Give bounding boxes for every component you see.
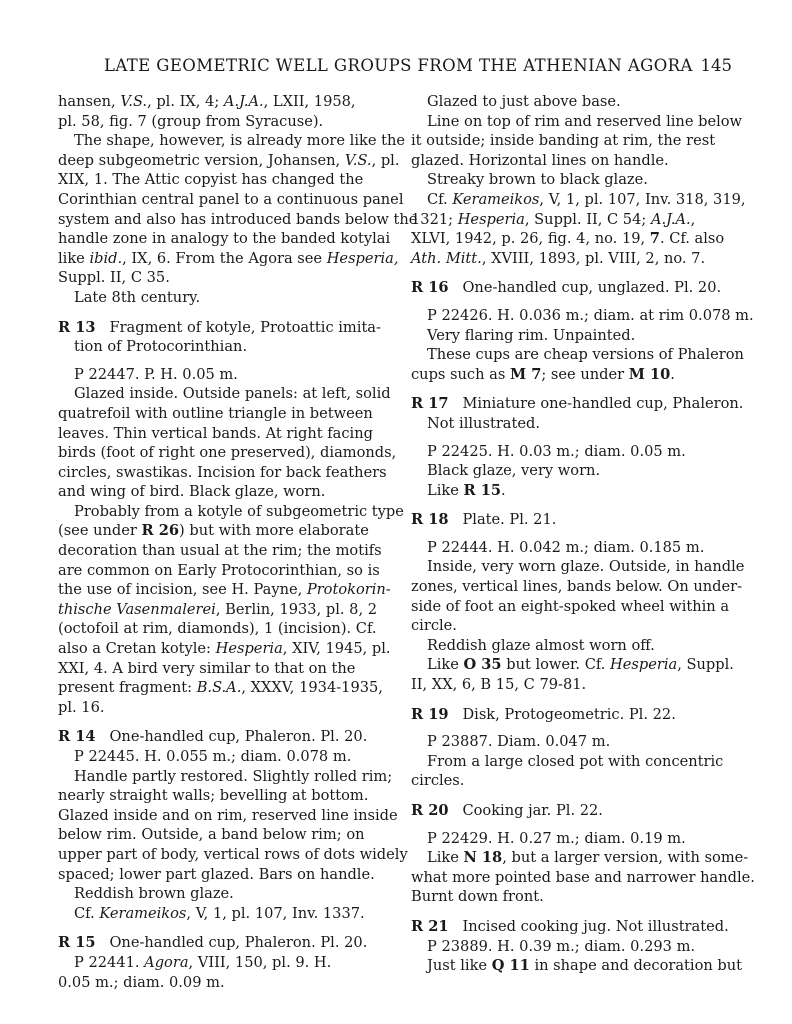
text-line: Glazed inside and on rim, reserved line inside: [58, 806, 398, 824]
text-line: Like N 18, but a larger version, with some-: [427, 849, 749, 867]
text-line: the use of incision, see H. Payne, Protokorin-: [58, 581, 391, 599]
entry-heading-r17: R 17 Miniature one-handled cup, Phaleron.: [411, 395, 744, 413]
text-line: Like O 35 but lower. Cf. Hesperia, Suppl.: [427, 656, 734, 674]
text-line: side of foot an eight-spoked wheel within a: [411, 597, 730, 615]
text-line: Probably from a kotyle of subgeometric type: [74, 502, 404, 520]
text-line: P 23887. Diam. 0.047 m.: [427, 733, 611, 751]
text-line: Reddish glaze almost worn off.: [427, 636, 655, 654]
text-line: present fragment: B.S.A., XXXV, 1934-1935,: [58, 679, 383, 697]
text-line: hansen, V.S., pl. IX, 4; A.J.A., LXII, 1958,: [58, 93, 356, 110]
entry-heading-r16: R 16 One-handled cup, unglazed. Pl. 20.: [411, 279, 722, 297]
text-line: Black glaze, very worn.: [427, 462, 601, 480]
text-line: handle zone in analogy to the banded kotylai: [58, 230, 391, 248]
text-line: deep subgeometric version, Johansen, V.S., pl.: [58, 151, 400, 169]
text-line: leaves. Thin vertical bands. At right facing: [58, 424, 373, 442]
text-line: Line on top of rim and reserved line below: [427, 112, 743, 130]
entry-number: R 16: [411, 279, 449, 297]
text-line: XLVI, 1942, p. 26, fig. 4, no. 19, 7. Cf. also: [411, 230, 725, 248]
text-line: also a Cretan kotyle: Hesperia, XIV, 1945, pl.: [58, 640, 391, 658]
text-line: (see under R 26) but with more elaborate: [58, 522, 369, 540]
entry-heading-r13: R 13 Fragment of kotyle, Protoattic imita-: [58, 318, 381, 336]
text-line: glazed. Horizontal lines on handle.: [411, 151, 669, 169]
entry-number: R 19: [411, 705, 449, 723]
text-line: Glazed inside. Outside panels: at left, solid: [74, 385, 391, 403]
text-line: circles, swastikas. Incision for back feathers: [58, 463, 387, 481]
text-line: P 22445. H. 0.055 m.; diam. 0.078 m.: [74, 748, 352, 765]
text-line: Streaky brown to black glaze.: [427, 171, 648, 189]
text-line: pl. 58, fig. 7 (group from Syracuse).: [58, 112, 324, 130]
entry-number: R 15: [58, 934, 96, 952]
text-line: decoration than usual at the rim; the motifs: [58, 542, 382, 560]
entry-number: R 21: [411, 917, 449, 935]
text-line: thische Vasenmalerei, Berlin, 1933, pl. 8, 2: [58, 600, 378, 618]
text-line: XIX, 1. The Attic copyist has changed the: [58, 171, 364, 189]
text-line: XXI, 4. A bird very similar to that on the: [58, 659, 356, 677]
text-line: pl. 16.: [58, 698, 105, 716]
text-line: Very flaring rim. Unpainted.: [427, 326, 636, 344]
page-number: 145: [700, 56, 732, 75]
text-line: P 22426. H. 0.036 m.; diam. at rim 0.078 m.: [427, 306, 754, 324]
left-column: [58, 92, 418, 992]
running-header: [56, 56, 736, 80]
text-line: Like R 15.: [427, 481, 506, 499]
text-line: quatrefoil with outline triangle in between: [58, 404, 373, 422]
text-line: (octofoil at rim, diamonds), 1 (incision). Cf.: [58, 620, 377, 638]
text-line: tion of Protocorinthian.: [74, 338, 248, 356]
text-line: Burnt down front.: [411, 888, 544, 906]
entry-number: R 17: [411, 395, 449, 413]
text-line: circles.: [411, 772, 465, 790]
entry-heading-r19: R 19 Disk, Protogeometric. Pl. 22.: [411, 705, 676, 723]
text-line: P 23889. H. 0.39 m.; diam. 0.293 m.: [427, 937, 696, 955]
running-title: LATE GEOMETRIC WELL GROUPS FROM THE ATHENIAN AGORA: [104, 56, 693, 75]
text-line: Cf. Kerameikos, V, 1, pl. 107, Inv. 1337.: [74, 904, 365, 922]
text-line: P 22447. P. H. 0.05 m.: [74, 365, 238, 383]
entry-heading-r21: R 21 Incised cooking jug. Not illustrated.: [411, 917, 729, 935]
text-line: Reddish brown glaze.: [74, 885, 234, 903]
text-line: and wing of bird. Black glaze, worn.: [58, 483, 326, 501]
text-line: zones, vertical lines, bands below. On under-: [411, 578, 743, 596]
entry-heading-r18: R 18 Plate. Pl. 21.: [411, 511, 557, 529]
text-line: circle.: [411, 617, 457, 635]
text-line: Inside, very worn glaze. Outside, in handle: [427, 558, 745, 576]
text-line: Cf. Kerameikos, V, 1, pl. 107, Inv. 318, 319,: [427, 190, 746, 208]
entry-number: R 13: [58, 318, 96, 336]
text-line: Just like Q 11 in shape and decoration but: [427, 957, 743, 975]
text-line: it outside; inside banding at rim, the rest: [411, 132, 716, 150]
text-line: birds (foot of right one preserved), diamonds,: [58, 444, 397, 462]
text-line: 1321; Hesperia, Suppl. II, C 54; A.J.A.,: [411, 210, 696, 228]
entry-number: R 14: [58, 728, 96, 746]
text-line: what more pointed base and narrower handle.: [411, 868, 755, 886]
text-line: Ath. Mitt., XVIII, 1893, pl. VIII, 2, no. 7.: [411, 249, 706, 267]
text-line: Glazed to just above base.: [427, 93, 621, 110]
text-line: Suppl. II, C 35.: [58, 269, 170, 287]
text-line: below rim. Outside, a band below rim; on: [58, 826, 365, 844]
text-line: Corinthian central panel to a continuous panel: [58, 190, 404, 208]
text-line: II, XX, 6, B 15, C 79-81.: [411, 676, 587, 694]
text-line: P 22429. H. 0.27 m.; diam. 0.19 m.: [427, 829, 686, 847]
text-line: From a large closed pot with concentric: [427, 752, 724, 770]
right-column: [411, 92, 755, 976]
entry-heading-r14: R 14 One-handled cup, Phaleron. Pl. 20.: [58, 728, 368, 746]
text-line: Not illustrated.: [427, 414, 540, 432]
text-line: cups such as M 7; see under M 10.: [411, 365, 675, 383]
entry-number: R 20: [411, 802, 449, 819]
text-line: P 22441. Agora, VIII, 150, pl. 9. H.: [74, 953, 332, 971]
text-line: 0.05 m.; diam. 0.09 m.: [58, 973, 225, 991]
text-line: P 22425. H. 0.03 m.; diam. 0.05 m.: [427, 442, 686, 460]
text-line: system and also has introduced bands below the: [58, 210, 418, 228]
text-line: The shape, however, is already more like the: [74, 132, 406, 150]
text-line: P 22444. H. 0.042 m.; diam. 0.185 m.: [427, 538, 705, 556]
entry-number: R 18: [411, 511, 449, 529]
text-line: like ibid., IX, 6. From the Agora see Hesperia,: [58, 249, 399, 267]
text-line: are common on Early Protocorinthian, so is: [58, 561, 380, 579]
entry-heading-r15: R 15 One-handled cup, Phaleron. Pl. 20.: [58, 934, 368, 952]
entry-heading-r20: R 20 Cooking jar. Pl. 22.: [411, 802, 603, 819]
text-line: upper part of body, vertical rows of dots widely: [58, 845, 408, 863]
text-line: spaced; lower part glazed. Bars on handle.: [58, 865, 375, 883]
text-line: nearly straight walls; bevelling at bottom.: [58, 787, 369, 805]
text-line: Late 8th century.: [74, 288, 201, 306]
text-line: These cups are cheap versions of Phaleron: [427, 346, 744, 364]
text-line: Handle partly restored. Slightly rolled rim;: [74, 767, 393, 785]
